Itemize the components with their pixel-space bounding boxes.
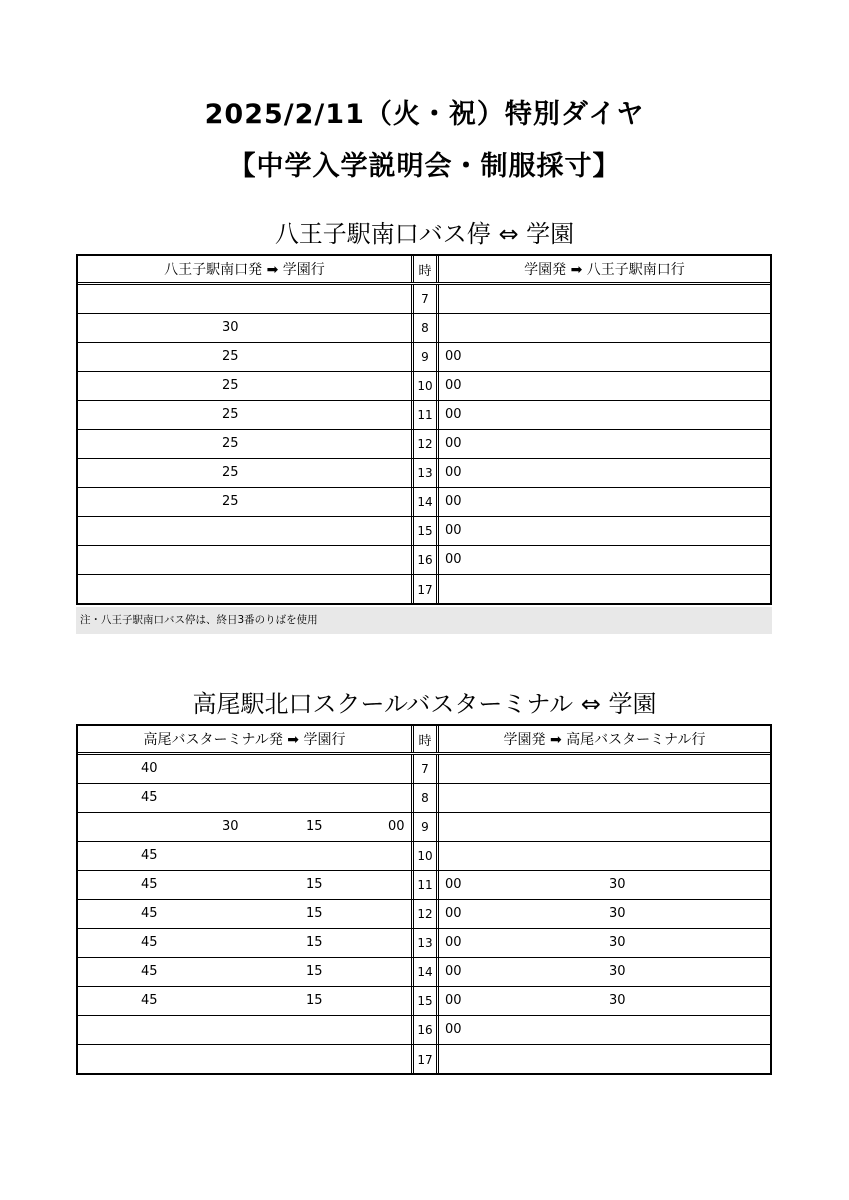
inbound-minutes-cell: [439, 459, 770, 487]
departure-minute: 25: [222, 378, 239, 393]
timetable-hachioji: [76, 254, 772, 605]
outbound-minutes-cell: [78, 343, 411, 371]
hour-cell: 7: [411, 755, 439, 783]
header-inbound: 学園発 ➡ 八王子駅南口行: [524, 262, 685, 278]
outbound-minutes-cell: [78, 958, 411, 986]
departure-minute: 45: [141, 848, 158, 863]
inbound-minutes-cell: [439, 842, 770, 870]
inbound-minutes-cell: [439, 343, 770, 371]
outbound-minutes-cell: [78, 285, 411, 313]
outbound-minutes-cell: [78, 459, 411, 487]
table-row: [78, 372, 770, 401]
inbound-minutes-cell: [439, 575, 770, 604]
departure-minute: 30: [609, 964, 626, 979]
table-row: [78, 488, 770, 517]
hour-cell: 11: [411, 401, 439, 429]
inbound-minutes-cell: [439, 372, 770, 400]
hour-cell: 9: [411, 343, 439, 371]
footnote: 注・八王子駅南口バス停は、終日3番のりばを使用: [76, 607, 772, 634]
hour-cell: 14: [411, 958, 439, 986]
table-row: [78, 900, 770, 929]
hour-cell: 15: [411, 987, 439, 1015]
departure-minute: 00: [445, 407, 462, 422]
section2-title: 高尾駅北口スクールバスターミナル ⇔ 学園: [192, 690, 657, 718]
inbound-minutes-cell: [439, 958, 770, 986]
outbound-minutes-cell: [78, 1045, 411, 1074]
departure-minute: 30: [609, 935, 626, 950]
outbound-minutes-cell: [78, 488, 411, 516]
departure-minute: 00: [445, 552, 462, 567]
inbound-minutes-cell: [439, 987, 770, 1015]
outbound-minutes-cell: [78, 784, 411, 812]
outbound-minutes-cell: [78, 517, 411, 545]
header-outbound: 八王子駅南口発 ➡ 学園行: [164, 262, 325, 278]
departure-minute: 15: [306, 935, 323, 950]
table-row: [78, 755, 770, 784]
departure-minute: 45: [141, 964, 158, 979]
table-row: [78, 459, 770, 488]
table-row: [78, 314, 770, 343]
hour-cell: 12: [411, 430, 439, 458]
table-row: [78, 871, 770, 900]
hour-cell: 13: [411, 929, 439, 957]
timetable-takao: [76, 724, 772, 1075]
hour-cell: 15: [411, 517, 439, 545]
departure-minute: 25: [222, 436, 239, 451]
departure-minute: 00: [445, 349, 462, 364]
hour-cell: 17: [411, 1045, 439, 1074]
outbound-minutes-cell: [78, 401, 411, 429]
departure-minute: 25: [222, 465, 239, 480]
outbound-minutes-cell: [78, 430, 411, 458]
departure-minute: 30: [609, 993, 626, 1008]
outbound-minutes-cell: [78, 987, 411, 1015]
inbound-minutes-cell: [439, 900, 770, 928]
departure-minute: 00: [445, 465, 462, 480]
outbound-minutes-cell: [78, 546, 411, 574]
hour-cell: 7: [411, 285, 439, 313]
outbound-minutes-cell: [78, 1016, 411, 1044]
table-row: [78, 929, 770, 958]
header-hour: 時: [411, 726, 439, 752]
departure-minute: 00: [445, 906, 462, 921]
table-row: [78, 987, 770, 1016]
hour-cell: 8: [411, 314, 439, 342]
inbound-minutes-cell: [439, 813, 770, 841]
hour-cell: 9: [411, 813, 439, 841]
inbound-minutes-cell: [439, 517, 770, 545]
hour-cell: 16: [411, 546, 439, 574]
departure-minute: 00: [445, 494, 462, 509]
departure-minute: 15: [306, 906, 323, 921]
departure-minute: 00: [445, 378, 462, 393]
table-header: [78, 726, 770, 755]
inbound-minutes-cell: [439, 929, 770, 957]
header-inbound: 学園発 ➡ 高尾バスターミナル行: [503, 732, 706, 748]
departure-minute: 40: [141, 761, 158, 776]
departure-minute: 25: [222, 349, 239, 364]
departure-minute: 25: [222, 407, 239, 422]
hour-cell: 17: [411, 575, 439, 604]
departure-minute: 15: [306, 877, 323, 892]
departure-minute: 45: [141, 906, 158, 921]
table-row: [78, 343, 770, 372]
inbound-minutes-cell: [439, 430, 770, 458]
departure-minute: 45: [141, 790, 158, 805]
inbound-minutes-cell: [439, 314, 770, 342]
section1-title: 八王子駅南口バス停 ⇔ 学園: [274, 220, 575, 248]
inbound-minutes-cell: [439, 1016, 770, 1044]
departure-minute: 30: [609, 906, 626, 921]
table-row: [78, 517, 770, 546]
table-row: [78, 430, 770, 459]
departure-minute: 30: [222, 320, 239, 335]
outbound-minutes-cell: [78, 813, 411, 841]
departure-minute: 00: [445, 993, 462, 1008]
departure-minute: 30: [222, 819, 239, 834]
header-outbound: 高尾バスターミナル発 ➡ 学園行: [143, 732, 346, 748]
hour-cell: 12: [411, 900, 439, 928]
table-row: [78, 546, 770, 575]
outbound-minutes-cell: [78, 755, 411, 783]
table-row: [78, 784, 770, 813]
departure-minute: 45: [141, 877, 158, 892]
page-subtitle: 【中学入学説明会・制服採寸】: [228, 151, 621, 182]
table-row: [78, 1045, 770, 1074]
table-row: [78, 575, 770, 604]
hour-cell: 13: [411, 459, 439, 487]
table-row: [78, 401, 770, 430]
outbound-minutes-cell: [78, 842, 411, 870]
inbound-minutes-cell: [439, 488, 770, 516]
page-title: 2025/2/11（火・祝）特別ダイヤ: [204, 99, 645, 130]
hour-cell: 10: [411, 372, 439, 400]
departure-minute: 15: [306, 964, 323, 979]
departure-minute: 00: [445, 964, 462, 979]
inbound-minutes-cell: [439, 871, 770, 899]
departure-minute: 00: [445, 436, 462, 451]
outbound-minutes-cell: [78, 575, 411, 604]
departure-minute: 15: [306, 993, 323, 1008]
departure-minute: 15: [306, 819, 323, 834]
departure-minute: 45: [141, 993, 158, 1008]
inbound-minutes-cell: [439, 1045, 770, 1074]
departure-minute: 00: [445, 935, 462, 950]
departure-minute: 00: [445, 877, 462, 892]
outbound-minutes-cell: [78, 871, 411, 899]
table-row: [78, 842, 770, 871]
inbound-minutes-cell: [439, 285, 770, 313]
outbound-minutes-cell: [78, 314, 411, 342]
outbound-minutes-cell: [78, 929, 411, 957]
outbound-minutes-cell: [78, 900, 411, 928]
departure-minute: 00: [445, 1022, 462, 1037]
hour-cell: 11: [411, 871, 439, 899]
hour-cell: 10: [411, 842, 439, 870]
departure-minute: 00: [445, 523, 462, 538]
hour-cell: 16: [411, 1016, 439, 1044]
table-header: [78, 256, 770, 285]
table-row: [78, 285, 770, 314]
departure-minute: 25: [222, 494, 239, 509]
outbound-minutes-cell: [78, 372, 411, 400]
table-row: [78, 813, 770, 842]
header-hour: 時: [411, 256, 439, 282]
departure-minute: 00: [388, 819, 405, 834]
hour-cell: 8: [411, 784, 439, 812]
inbound-minutes-cell: [439, 755, 770, 783]
table-row: [78, 958, 770, 987]
inbound-minutes-cell: [439, 546, 770, 574]
hour-cell: 14: [411, 488, 439, 516]
inbound-minutes-cell: [439, 401, 770, 429]
inbound-minutes-cell: [439, 784, 770, 812]
table-row: [78, 1016, 770, 1045]
departure-minute: 45: [141, 935, 158, 950]
departure-minute: 30: [609, 877, 626, 892]
